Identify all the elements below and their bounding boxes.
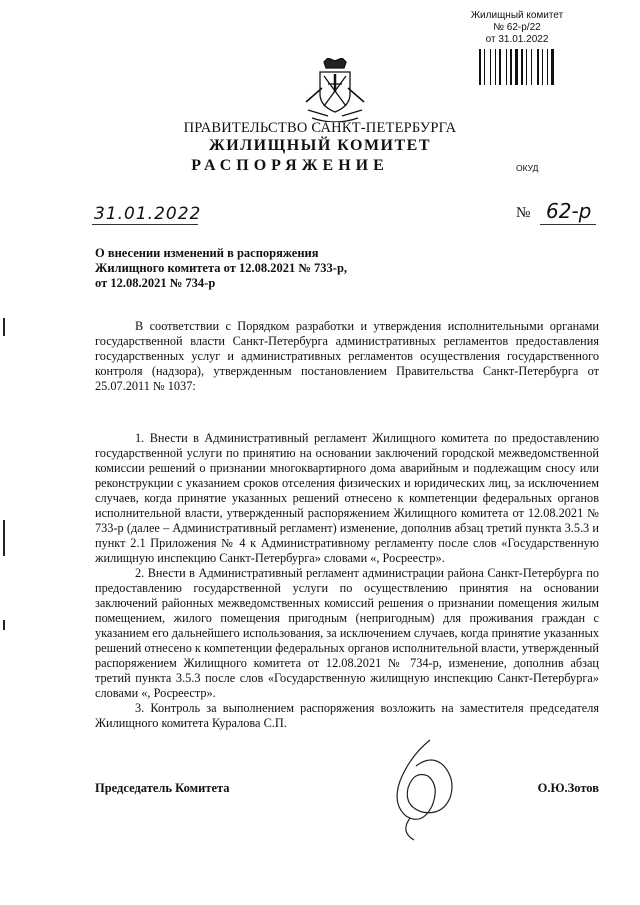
order-item-1: 1. Внести в Административный регламент Жилищного комитета по предоставлению государственной услуги по принятию на основании заключений городской межведомственной комиссии решений о признании многоквартирного дома аварийным и подлежащим сносу или реконструкции с указанием сроков отселения физических и юридических лиц, за исключением случаев, когда принятие указанных решений отнесено к компетенции федеральных органов исполнительной власти, утвержденный распоряжением Жилищного комитета от 12.08.2021 № 733-р (далее – Административный регламент) изменение, дополнив абзац третий пункта 3.5.3 и пункт 2.1 Приложения № 4 к Административному регламенту после слов «Государственную жилищную инспекцию Санкт-Петербурга» словами «, Росреестр». [95, 431, 599, 565]
subject-line: Жилищного комитета от 12.08.2021 № 733-р, [95, 261, 348, 275]
subject-line: от 12.08.2021 № 734-р [95, 276, 216, 290]
document-subject [95, 246, 395, 291]
registration-stamp [462, 10, 572, 89]
date-underline [92, 224, 198, 225]
document-date: 31.01.2022 [94, 204, 202, 224]
order-item-3: 3. Контроль за выполнением распоряжения возложить на заместителя председателя Жилищного комитета Куралова С.П. [95, 701, 599, 730]
number-underline [540, 224, 596, 225]
number-label: № [516, 205, 531, 221]
okud-label: ОКУД [516, 163, 539, 173]
handwritten-signature [370, 736, 480, 846]
stamp-number: № 62-р/22 [493, 22, 541, 33]
scan-mark [3, 620, 5, 630]
signer-position: Председатель Комитета [95, 781, 230, 795]
committee-title: ЖИЛИЩНЫЙ КОМИТЕТ [208, 137, 431, 154]
order-items [95, 431, 599, 731]
scan-mark [3, 318, 5, 336]
preamble-paragraph: В соответствии с Порядком разработки и утверждения исполнительными органами государственной власти Санкт-Петербурга административных регламентов предоставления государственных услуг и административных регламентов осуществления государственного контроля (надзора), утвержденным постановлением Правительства Санкт-Петербурга от 25.07.2011 № 1037: [95, 319, 599, 393]
stamp-org: Жилищный комитет [470, 10, 564, 21]
scan-mark [3, 520, 5, 556]
government-title: ПРАВИТЕЛЬСТВО САНКТ-ПЕТЕРБУРГА [183, 120, 457, 136]
order-item-2: 2. Внести в Административный регламент администрации района Санкт-Петербурга по предоставлению государственной услуги по осуществлению принятия на основании заключений районных межведомственных комиссий решения о признании помещения жилым помещением, жилого помещения пригодным (непригодным) для проживания граждан с указанием его дальнейшего использования, за исключением случаев, когда принятие указанных решений отнесено к компетенции федеральных органов исполнительной власти, утвержденный распоряжением Жилищного комитета от 12.08.2021 № 734-р, изменение, дополнив абзац третий пункта 3.5.3 после слов «Государственную жилищную инспекцию Санкт-Петербурга» словами «, Росреестр». [95, 566, 599, 700]
document-number: 62-р [546, 199, 592, 223]
coat-of-arms-icon [302, 58, 368, 122]
stamp-date: от 31.01.2022 [485, 34, 549, 45]
signer-name: О.Ю.Зотов [537, 781, 599, 795]
barcode [478, 49, 556, 85]
subject-line: О внесении изменений в распоряжения [95, 246, 319, 260]
document-type-title: РАСПОРЯЖЕНИЕ [191, 157, 389, 174]
